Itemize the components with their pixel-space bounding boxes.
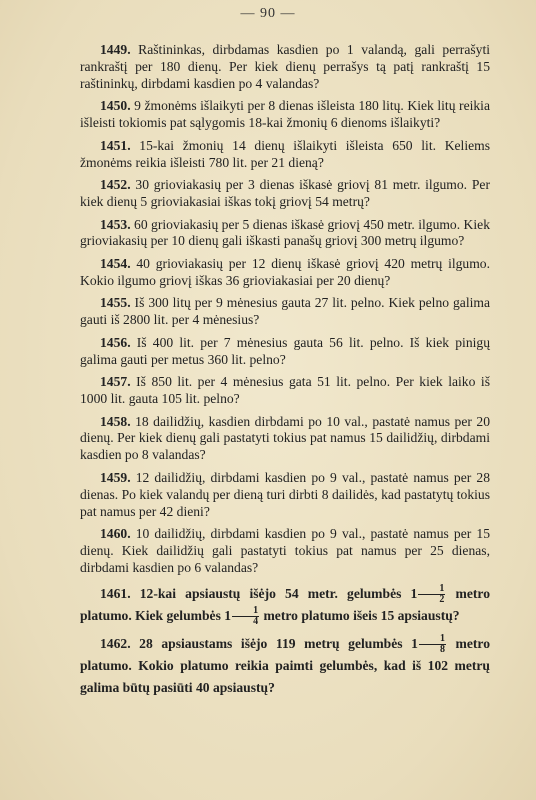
problem-text: Iš 850 lit. per 4 mėnesius gata 51 lit. pelno. Per kiek laiko iš 1000 lit. gauta 105 lit. pelno? <box>80 374 490 407</box>
problem-1459 <box>80 470 490 521</box>
problem-1461 <box>80 583 490 628</box>
problem-text: 15-kai žmonių 14 dienų išlaikyti išleista 650 lit. Keliems žmonėms reikia išleisti 780 lit. per 21 dieną? <box>80 137 490 170</box>
problem-text: 60 grioviakasių per 5 dienas iškasė griovį 450 metr. ilgumo. Kiek grioviakasių per 10 dienų gali iškasti panašų griovį 300 metrų ilgumo? <box>80 216 490 249</box>
problem-text: 9 žmonėms išlaikyti per 8 dienas išleista 180 litų. Kiek litų reikia išleisti tokiomis pat sąlygomis 18-kai žmonių 6 dienoms išlaikyti? <box>80 98 490 131</box>
problem-text: 10 dailidžių, dirbdami kasdien po 9 val., pastatė namus per 15 dienų. Kiek dailidžių gali pastatyti tokius pat namus per 25 dienas, dirbdami kasdien po 6 valandas? <box>80 526 491 575</box>
fraction <box>419 634 446 655</box>
problem-1451 <box>80 138 490 172</box>
problem-1450 <box>80 98 490 132</box>
problem-text: 12 dailidžių, dirbdami kasdien po 9 val., pastatė namus per 28 dienas. Po kiek valandų per dieną turi dirbti 8 dailidės, kad pastatytų tokius pat namus per 42 dieni? <box>80 469 491 519</box>
fraction-denominator: 8 <box>439 644 445 656</box>
fraction-numerator: 1 <box>232 606 259 617</box>
problem-1457 <box>80 374 490 408</box>
problem-text-part: metro platumo išeis 15 apsiaustų? <box>263 607 460 623</box>
problem-text: Iš 400 lit. per 7 mėnesius gauta 56 lit. pelno. Iš kiek pinigų galima gauti per metus 360 lit. pelno? <box>80 334 490 367</box>
problem-text: Raštininkas, dirbdamas kasdien po 1 valandą, gali perrašyti rankraštį per 180 dienų. Per kiek dienų perrašys tą patį rankraštį 15 raštininkų, dirbdami kasdien po 4 valandas? <box>80 42 490 91</box>
fraction-denominator: 4 <box>253 616 259 628</box>
problem-number: 1450. <box>100 98 131 114</box>
problem-1458 <box>80 414 490 465</box>
problem-number: 1456. <box>100 334 131 350</box>
fraction-numerator: 1 <box>418 584 445 595</box>
problem-text: 30 grioviakasių per 3 dienas iškasė griovį 81 metr. ilgumo. Per kiek dienų 5 grioviakasiai iškas tokį griovį 54 metrų? <box>80 177 490 210</box>
problem-number: 1452. <box>100 177 131 193</box>
fraction-numerator: 1 <box>419 634 446 645</box>
problem-text-part: 12-kai apsiaustų išėjo 54 metr. gelumbės 1 <box>139 585 418 601</box>
problem-number: 1458. <box>100 413 131 429</box>
problem-number: 1461. <box>100 585 131 601</box>
problem-number: 1449. <box>100 42 131 57</box>
problem-number: 1462. <box>100 635 131 651</box>
problem-number: 1451. <box>100 137 131 153</box>
problem-1453 <box>80 217 490 251</box>
page-number: — 90 — <box>240 6 296 21</box>
fraction <box>232 606 259 627</box>
problem-1462 <box>80 633 490 699</box>
problem-number: 1455. <box>100 295 131 311</box>
problem-number: 1454. <box>100 255 131 271</box>
fraction <box>418 584 445 605</box>
problem-text-part: 28 apsiaustams išėjo 119 metrų gelumbės 1 <box>139 635 418 651</box>
problem-text: 18 dailidžių, kasdien dirbdami po 10 val., pastatė namus per 20 dienų. Per kiek dienų gali pastatyti tokius pat namus 15 dailidžių, dirbdami kasdien po 8 valandas? <box>80 413 490 463</box>
problem-text: Iš 300 litų per 9 mėnesius gauta 27 lit. pelno. Kiek pelno galima gauti iš 2800 lit. per 4 mėnesius? <box>80 295 490 328</box>
problem-1454 <box>80 256 490 290</box>
problem-1460 <box>80 526 490 577</box>
problem-number: 1459. <box>100 469 131 485</box>
problem-1452 <box>80 177 490 211</box>
fraction-denominator: 2 <box>439 593 445 605</box>
problem-number: 1457. <box>100 374 131 390</box>
problem-number: 1460. <box>100 526 131 542</box>
problem-1449 <box>80 42 490 93</box>
problem-text-part: metro platumo. Kiek gelumbės 1 <box>80 585 490 623</box>
problem-text: 40 grioviakasių per 12 dienų iškasė griovį 420 metrų ilgumo. Kokio ilgumo griovį iškas 36 grioviakasiai per 20 dienų? <box>80 255 490 288</box>
problem-text-part: metro platumo. Kokio platumo reikia paimti gelumbės, kad iš 102 metrų galima būtų pasiūti 40 apsiaustų? <box>80 635 490 696</box>
problem-list <box>80 42 490 705</box>
problem-1455 <box>80 295 490 329</box>
problem-1456 <box>80 335 490 369</box>
problem-number: 1453. <box>100 216 131 232</box>
